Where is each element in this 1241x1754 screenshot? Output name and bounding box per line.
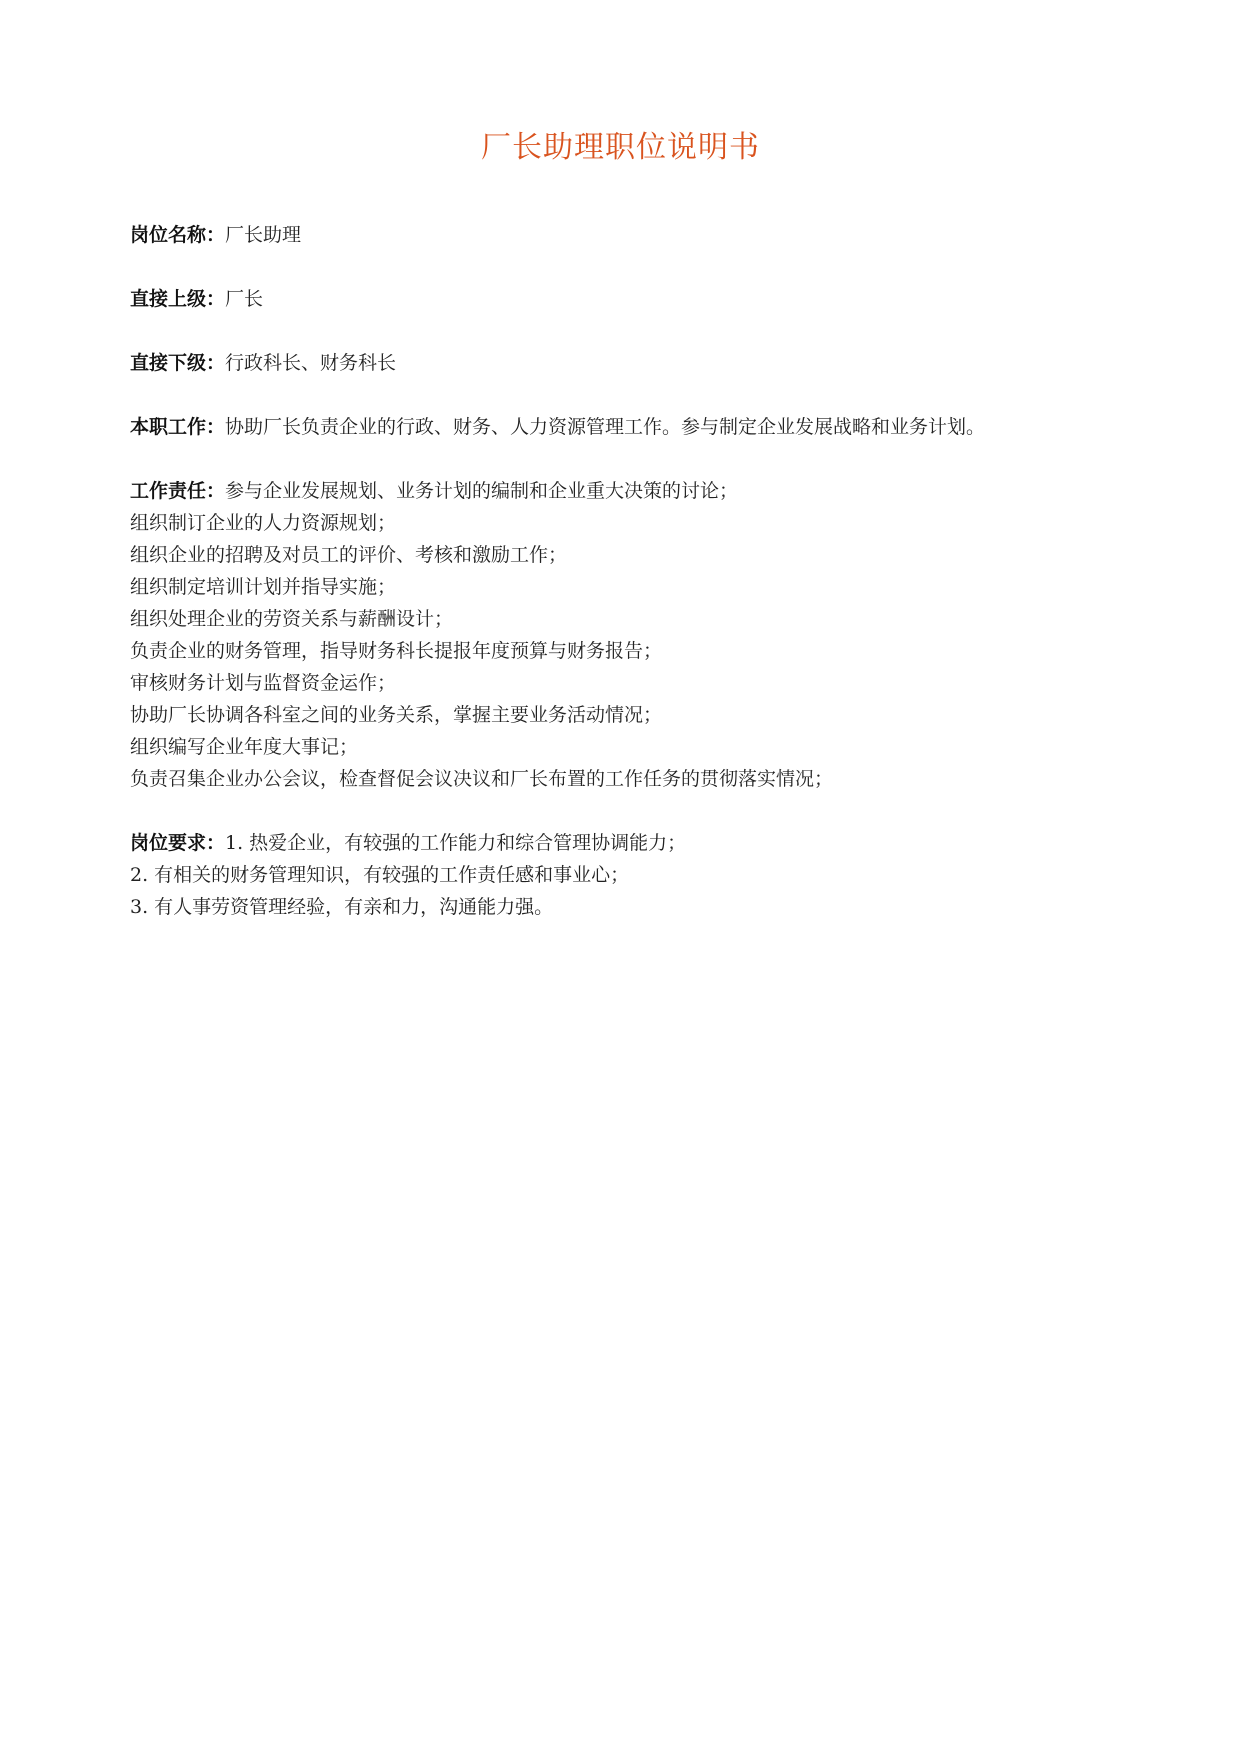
document-body [130, 219, 1130, 955]
requirement-item [130, 827, 1130, 859]
direct-subordinates-value: 行政科长、财务科长 [225, 352, 397, 374]
position-name-section [130, 219, 1130, 251]
position-name-value: 厂长助理 [225, 224, 302, 246]
responsibility-item: 组织编写企业年度大事记； [130, 736, 359, 758]
main-work-line [130, 411, 1130, 443]
main-work-label: 本职工作： [130, 416, 226, 438]
direct-subordinates-label: 直接下级： [130, 352, 226, 374]
document-title: 厂长助理职位说明书 [481, 130, 760, 165]
direct-subordinates-section [130, 347, 1130, 379]
position-name-line [130, 219, 1130, 251]
responsibility-item: 组织制订企业的人力资源规划； [130, 512, 397, 534]
direct-superior-line [130, 283, 1130, 315]
position-name-label: 岗位名称： [130, 224, 226, 246]
direct-superior-label: 直接上级： [130, 288, 226, 310]
requirements-section [130, 827, 1130, 923]
responsibility-item: 负责召集企业办公会议，检查督促会议决议和厂长布置的工作任务的贯彻落实情况； [130, 768, 834, 790]
responsibility-item: 协助厂长协调各科室之间的业务关系，掌握主要业务活动情况； [130, 704, 663, 726]
main-work-value: 协助厂长负责企业的行政、财务、人力资源管理工作。参与制定企业发展战略和业务计划。 [225, 416, 986, 438]
requirements-label: 岗位要求： [130, 832, 226, 854]
responsibilities-section [130, 475, 1130, 795]
responsibility-item [130, 475, 1130, 507]
responsibility-text: 参与企业发展规划、业务计划的编制和企业重大决策的讨论； [225, 480, 739, 502]
requirement-text: 1. 热爱企业，有较强的工作能力和综合管理协调能力； [225, 832, 687, 854]
responsibility-item: 组织处理企业的劳资关系与薪酬设计； [130, 608, 454, 630]
responsibility-item: 组织制定培训计划并指导实施； [130, 576, 397, 598]
direct-superior-section [130, 283, 1130, 315]
direct-superior-value: 厂长 [225, 288, 264, 310]
requirement-item: 3. 有人事劳资管理经验，有亲和力，沟通能力强。 [130, 896, 554, 918]
direct-subordinates-line [130, 347, 1130, 379]
requirement-item: 2. 有相关的财务管理知识，有较强的工作责任感和事业心； [130, 864, 630, 886]
responsibility-item: 审核财务计划与监督资金运作； [130, 672, 397, 694]
responsibility-item: 负责企业的财务管理，指导财务科长提报年度预算与财务报告； [130, 640, 663, 662]
responsibilities-label: 工作责任： [130, 480, 226, 502]
responsibility-item: 组织企业的招聘及对员工的评价、考核和激励工作； [130, 544, 568, 566]
main-work-section [130, 411, 1130, 443]
